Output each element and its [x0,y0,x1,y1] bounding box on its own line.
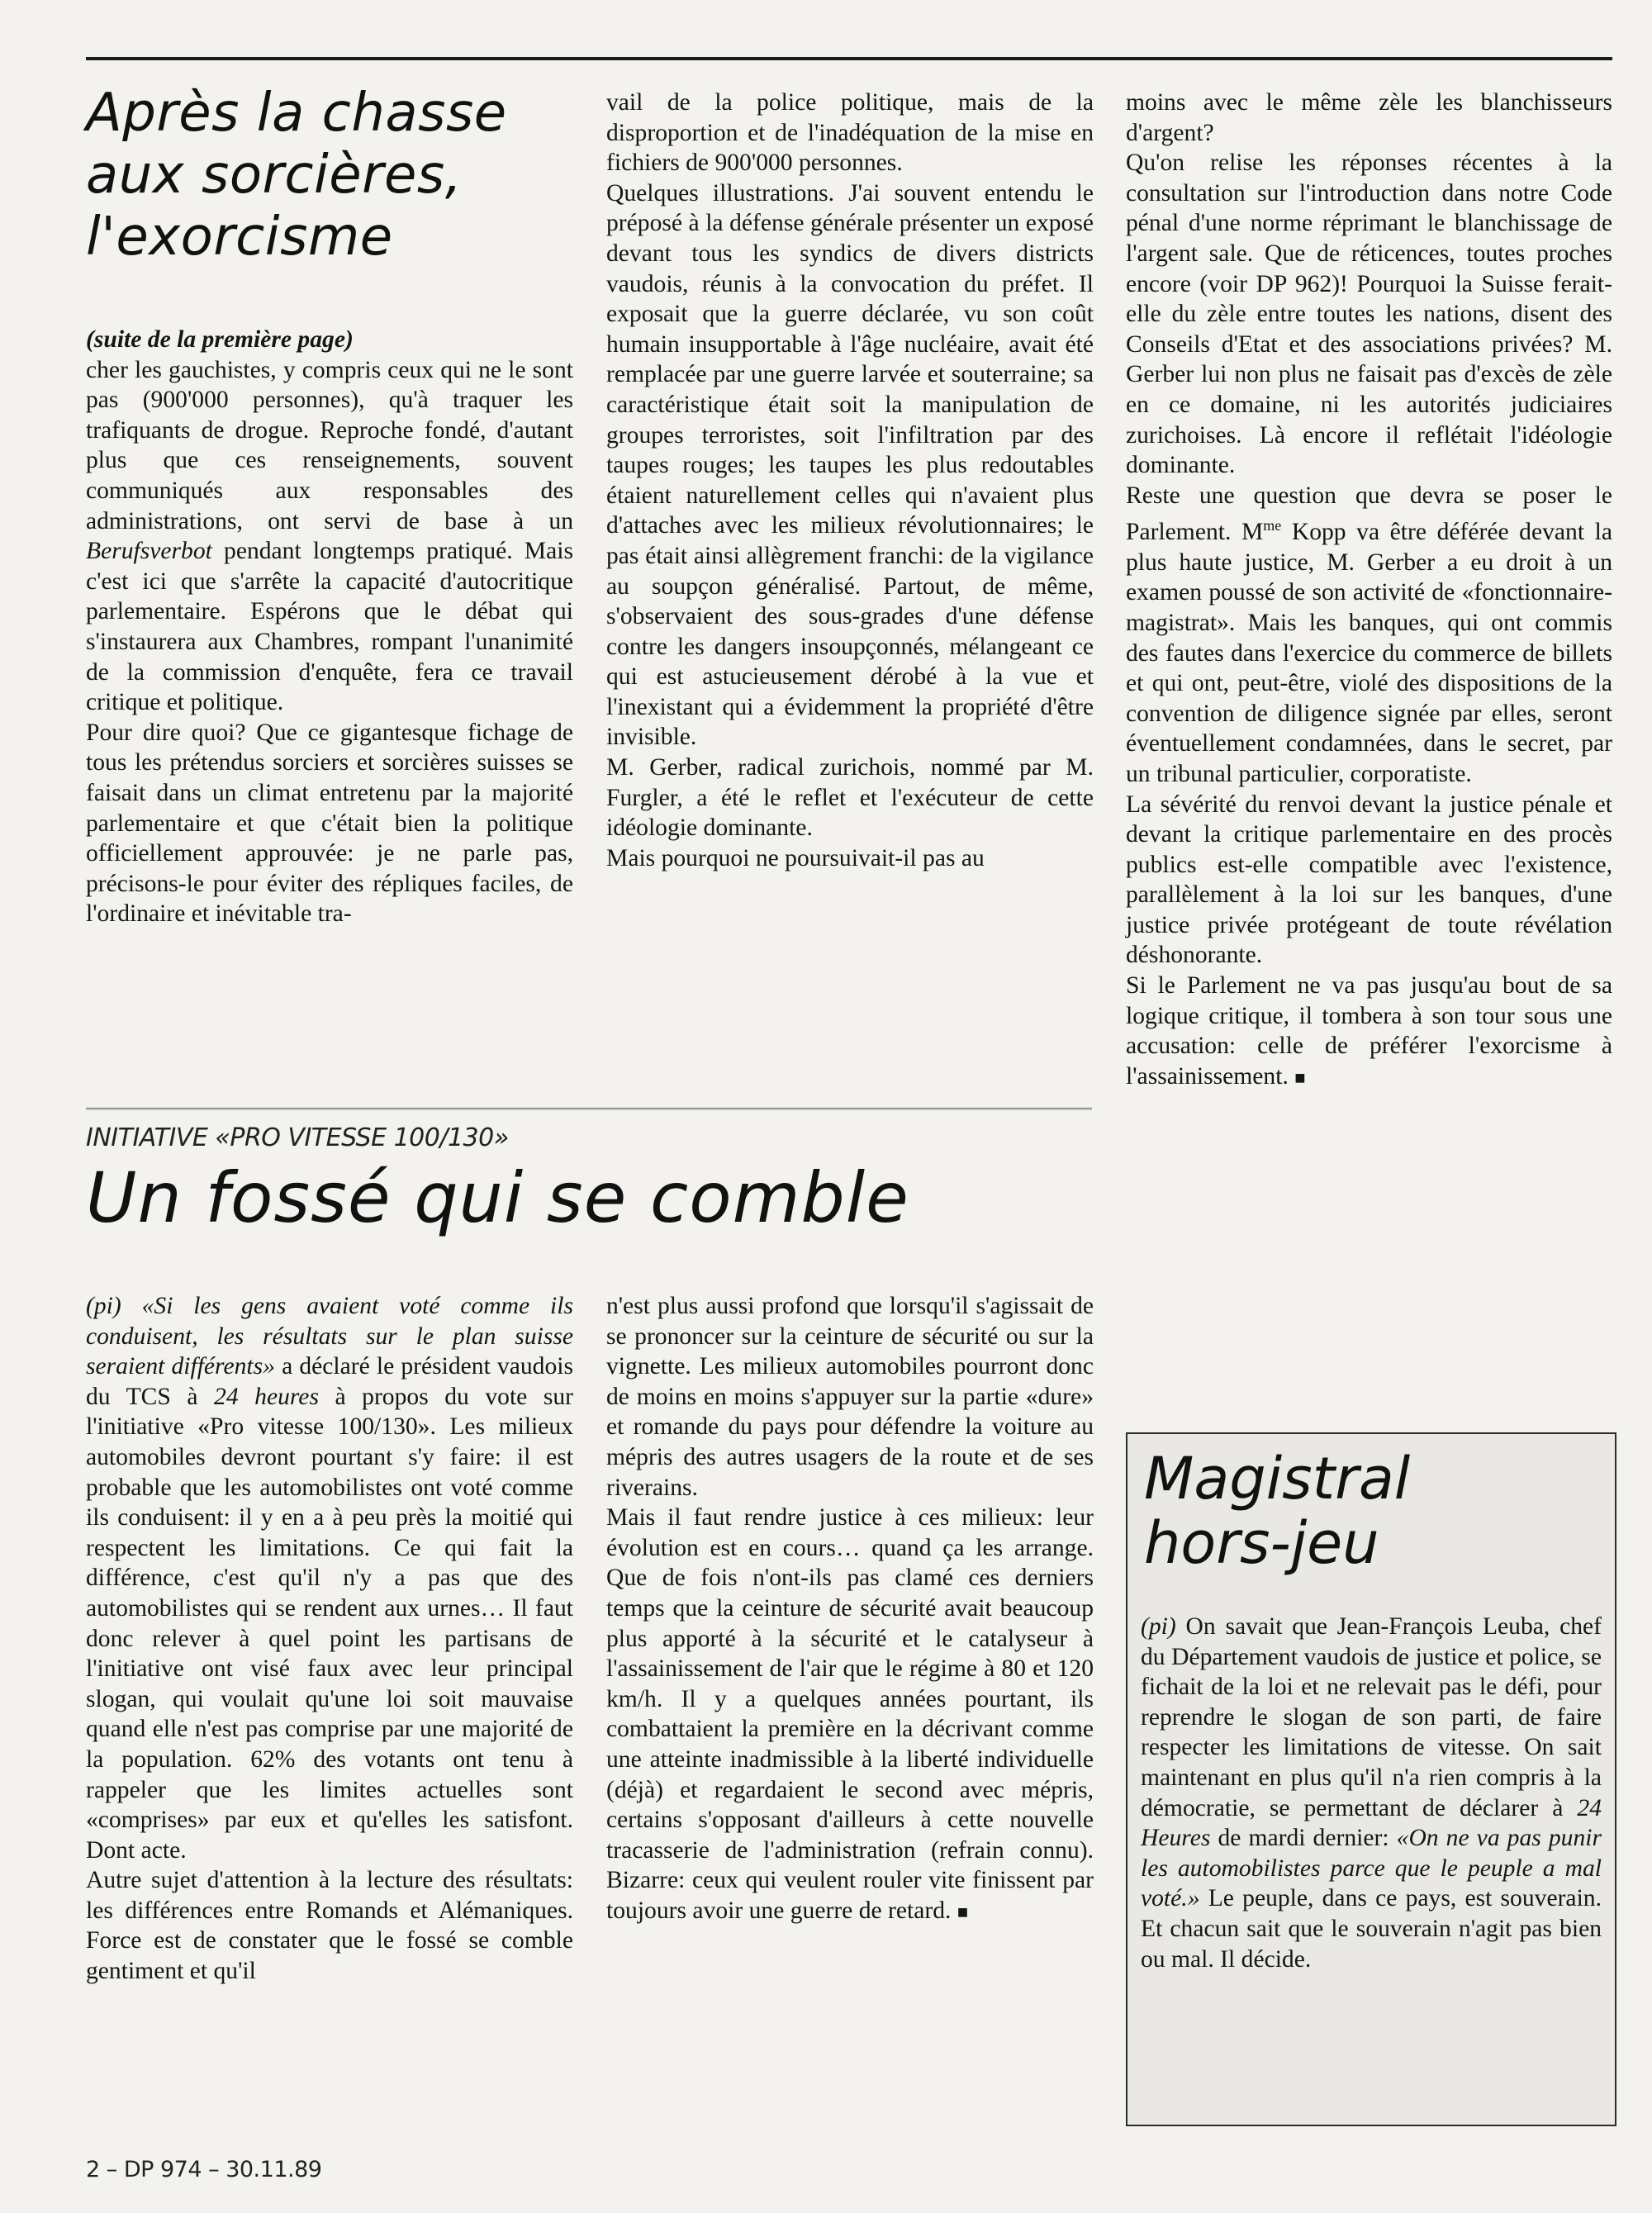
page-folio: 2 – DP 974 – 30.11.89 [86,2157,322,2182]
top-rule [86,57,1612,60]
text-run: cher les gauchistes, y compris ceux qui ne le sont pas (900'000 personnes), qu'à traquer les trafiquants de drogue. Reproche fondé, d'autant plus que ces renseignements, souvent communiqués aux responsables des administrations, ont servi de base à un [86,356,573,534]
text-run: On savait que Jean-François Leuba, chef du Département vaudois de justice et police, se fichait de la loi et ne relevait pas le défi, pour reprendre le slogan de son parti, de faire respecter les limitations de vitesse. On sait maintenant en plus qu'il n'a rien compris à la démocratie, se permettant de déclarer à [1141,1613,1602,1821]
text-run: de mardi dernier: [1210,1825,1397,1852]
text-run: pendant longtemps pratiqué. Mais c'est ici que s'arrête la capacité d'autocritique parlementaire. Espérons que le débat qui s'instaurera aux Chambres, rompant l'unanimité de la commission d'enquête, fera ce travail critique et politique. [86,538,573,716]
article1-column-3 [1126,88,1612,1093]
article1-title-line3: l'exorcisme [86,207,393,268]
article1-title-line1: Après la chasse [86,83,507,144]
article2-col1-paragraph-2: Autre sujet d'attention à la lecture des résultats: les différences entre Romands et Alémaniques. Force est de constater que le fossé se comble gentiment et qu'il [86,1867,573,1985]
author-initials: (pi) [1141,1613,1176,1640]
sidebar-title-line1: Magistral [1144,1445,1411,1513]
article2-column-1 [86,1291,573,1987]
article1-col3-paragraph-2: Qu'on relise les réponses récentes à la consultation sur l'introduction dans notre Code pénal d'une norme réprimant le blanchissage de l'argent sale. Que de réticences, toutes proches encore (voir DP 962)! Pourquoi la Suisse ferait-elle du zèle entre toutes les nations, disent des Conseils d'Etat et des associations privées? M. Gerber lui non plus ne faisait pas d'excès de zèle en ce domaine, ni les autorités judiciaires zurichoises. Là encore il reflétait l'idéologie dominante. [1126,150,1612,479]
article1-col2-paragraph-2: Quelques illustrations. J'ai souvent entendu le préposé à la défense générale présenter un exposé devant tous les syndics de divers districts vaudois, réunis à la convocation du préfet. Il exposait que la guerre déclarée, vu son coût humain insupportable à l'âge nucléaire, avait été remplacée par une guerre larvée et souterraine; sa caractéristique était soit la manipulation de groupes terroristes, soit l'infiltration par des taupes rouges; les taupes les plus redoutables étaient naturellement celles qui n'avaient plus d'attaches avec les milieux révolutionnaires; le pas était ainsi allègrement franchi: de la vigilance au soupçon généralisé. Partout, de même, s'observaient des sous-grades d'une défense contre les dangers insoupçonnés, mélangeant ce qui est astucieusement dérobé à la vue et l'inexistant qui a évidemment la propriété d'être invisible. [606,179,1094,751]
leuba-quote: «On ne va pas punir les automobilistes parce que le peuple a mal voté.» [1141,1825,1602,1912]
tcs-quote: «Si les gens avaient voté comme ils conduisent, les résultats sur le plan suisse seraient différents» [86,1293,573,1380]
newspaper-name: 24 heures [214,1383,319,1410]
text-run: Kopp va être déférée devant la plus haute justice, M. Gerber a eu droit à un examen poussé de son activité de «fonctionnaire-magistrat». Mais les banques, qui ont commis des fautes dans l'exercice du commerce de billets et qui ont, peut-être, violé des dispositions de la convention de diligence signée par elles, seront éventuellement condamnées, dans le secret, par un tribunal particulier, corporatiste. [1126,519,1612,787]
sidebar-title-line2: hors-jeu [1144,1509,1379,1577]
article2-column-2 [606,1291,1094,1927]
article2-title: Un fossé qui se comble [86,1157,909,1238]
article1-col3-paragraph-4: La sévérité du renvoi devant la justice pénale et devant la critique parlementaire en des procès publics est-elle compatible avec l'existence, parallèlement à la loi sur les banques, d'une justice privée protégeant de toute révélation déshonorante. [1126,791,1612,969]
madame-superscript: me [1263,517,1282,534]
berufsverbot-term: Berufsverbot [86,538,212,565]
author-initials: (pi) [86,1293,121,1319]
text-run: Si le Parlement ne va pas jusqu'au bout de sa logique critique, il tombera à son tour sous une accusation: celle de préférer l'exorcisme à l'assainissement. [1126,972,1612,1090]
article1-col2-paragraph-1: vail de la police politique, mais de la disproportion et de l'inadéquation de la mise en fichiers de 900'000 personnes. [606,89,1094,177]
newspaper-name: 24 Heures [1141,1794,1602,1852]
sidebar-box [1126,1432,1616,2126]
end-mark-icon: ■ [957,1901,969,1922]
text-run: à propos du vote sur l'initiative «Pro vitesse 100/130». Les milieux automobiles devront pourtant s'y faire: il est probable que les automobilistes ont voté comme ils conduisent: il y en a à peu près la moitié qui respectent les limitations. Ce qui fait la différence, c'est qu'il n'y a pas que des automobilistes qui se rendent aux urnes… Il faut donc relever à quel point les partisans de l'initiative ont visé faux avec leur principal slogan, qui voulait qu'une loi soit mauvaise quand elle n'est pas comprise par une majorité de la population. 62% des votants ont tenu à rappeler que les limites actuelles sont «comprises» par eux et qu'elles les satisfont. Dont acte. [86,1383,573,1864]
text-run: a déclaré le président vaudois du TCS à [86,1353,573,1410]
article1-title-line2: aux sorcières, [86,145,463,206]
article1-column-1 [86,325,573,929]
article1-col1-paragraph-2: Pour dire quoi? Que ce gigantesque fichage de tous les prétendus sorciers et sorcières suisses se faisait dans un climat entretenu par la majorité parlementaire et que c'était bien la politique officiellement approuvée: je ne parle pas, précisons-le pour éviter des répliques faciles, de l'ordinaire et inévitable tra- [86,719,573,928]
article2-kicker: INITIATIVE «PRO VITESSE 100/130» [86,1123,509,1152]
article1-title [86,83,582,268]
article2-col2-paragraph-1: n'est plus aussi profond que lorsqu'il s'agissait de se prononcer sur la ceinture de sécurité ou sur la vignette. Les milieux automobiles pourront donc de moins en moins s'appuyer sur la partie «dure» et romande du pays pour défendre la voiture au mépris des autres usagers de la route et de ses riverains. [606,1293,1094,1501]
article1-col3-paragraph-3 [1126,481,1612,790]
sidebar-text [1141,1612,1602,1974]
article1-col3-paragraph-1: moins avec le même zèle les blanchisseurs d'argent? [1126,89,1612,146]
article1-col2-paragraph-3: M. Gerber, radical zurichois, nommé par M. Furgler, a été le reflet et l'exécuteur de cette idéologie dominante. [606,754,1094,842]
end-mark-icon: ■ [1294,1066,1306,1088]
text-run: Le peuple, dans ce pays, est souverain. Et chacun sait que le souverain n'agit pas bien ou mal. Il décide. [1141,1885,1602,1973]
article1-subtitle: (suite de la première page) [86,326,354,353]
text-run: Reste une question que devra se poser le Parlement. M [1126,482,1612,546]
article2-col2-paragraph-2 [606,1503,1094,1927]
article2-col1-paragraph-1 [86,1291,573,1865]
article1-col3-paragraph-5 [1126,971,1612,1093]
text-run: Mais il faut rendre justice à ces milieux: leur évolution est en cours… quand ça les arrange. Que de fois n'ont-ils pas clamé ces derniers temps que la ceinture de sécurité avait beaucoup plus apporté à la sécurité et le catalyseur à l'assainissement de l'air que le régime à 80 et 120 km/h. Il y a quelques années pourtant, ils combattaient la première en la décrivant comme une atteinte inadmissible à la liberté individuelle (déjà) et regardaient le second avec mépris, certains s'opposant d'ailleurs à cette nouvelle tracasserie de l'administration (refrain connu). Bizarre: ceux qui veulent rouler vite finissent par toujours avoir une guerre de retard. [606,1504,1094,1924]
article1-col1-paragraph-1 [86,355,573,718]
sidebar-paragraph [1141,1612,1602,1974]
article1-col2-paragraph-4: Mais pourquoi ne poursuivait-il pas au [606,844,985,871]
article1-column-2 [606,88,1094,873]
sidebar-title [1144,1446,1607,1575]
article-separator [86,1108,1092,1110]
